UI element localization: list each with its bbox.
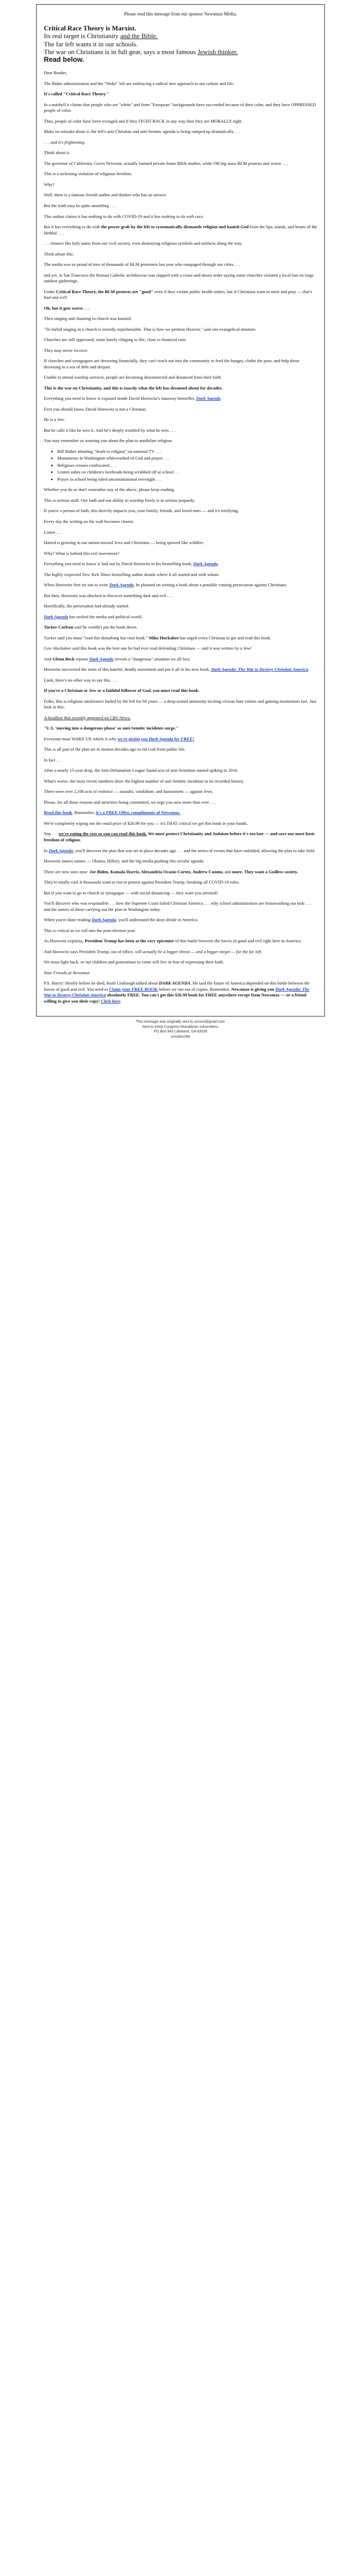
paragraph [44,635,317,641]
paragraph: Every day the writing on the wall becomes clearer. [44,519,134,524]
click-here-link[interactable]: Click here [101,998,121,1004]
paragraph: But he calls it like he sees it. And he's deeply troubled by what he sees . . . [44,427,176,433]
paragraph: This is a sickening violation of religious freedom. [44,171,133,177]
paragraph [44,656,317,663]
paragraph: The Biden administration and the "Woke" left are embracing a radical new approach to our culture and life. [44,80,235,86]
paragraph [44,214,317,220]
text: reveals a "dangerous" situation we all face. [113,656,191,662]
text-bold: the power grab by the left to systematically dismantle religion and banish God [101,224,249,230]
text-italic: New York Times [82,571,111,577]
headline-line-4 [44,48,317,56]
footer-address: PO Box 943 Lakeland, GA 83539 [154,1030,207,1034]
paragraph: If you're a Christian or Jew or a faithful follower of God, you must read this book. [44,688,200,693]
footer-recipient: This message was originally sent to xxxxxx@gmail.com [136,1020,225,1024]
text-bold: we're eating the cost so you can read this book. [58,831,147,837]
paragraph [44,667,317,673]
paragraph: But then, Horowitz was shocked to discover something dark and evil . . . [44,592,173,598]
list-item: • Prayer in school being ruled unconstitutional overnight . . . [57,477,317,483]
text: Everyone must WAKE UP, which is why [44,736,118,741]
text-italic: it has nothing to do with race. [151,213,204,219]
paragraph: Make no mistake about it, the left's anti-Christian and anti-Semitic agenda is being ramped up dramatically . . . [44,129,241,134]
headline-line-2 [44,32,317,40]
text-italic: that's bad and evil! [44,289,313,300]
paragraph: In fact . . . [44,757,62,762]
paragraph: This is the war on Christianity, and this is exactly what the left has dreamed about for decades. [44,385,223,391]
paragraph: Why? [44,181,55,187]
paragraph [44,938,317,944]
text-bold-italic: DARK AGENDA [159,980,191,986]
text: . [120,998,122,1004]
list-item: • Religious crosses confiscated . . . [57,463,317,469]
paragraph: After a nearly 15-year drop, the Anti-Defamation League found acts of anti-Semitism started spiking in 2016. [44,768,238,773]
paragraph: There were over 2,100 acts of violence — assaults, vandalism, and harassment — against Jews. [44,789,214,794]
text: has urged every Christian to get and read this book. [178,635,271,640]
headline-line-3: The far left wants it in our schools. [44,40,138,48]
paragraph [44,624,317,631]
claim-free-book-link[interactable]: Claim your FREE BOOK [109,986,158,992]
paragraph: They may never recover. [44,347,88,353]
paragraph [44,831,317,843]
paragraph: This is serious stuff. Our faith and our ability to worship freely is in serious jeopardy. [44,497,195,503]
footer-list: Sent to Keep Congress Republican subscribers. [142,1025,219,1029]
headline-line-4b: Jewish thinker. [198,48,238,56]
text: said he couldn't put the book down. [73,624,138,630]
paragraph: In a nutshell it claims that people who are "white" and from "European" backgrounds have succeeded because of their color, and they have OPPRESSED people of color. [44,101,316,113]
text: from the lips, minds, and hearts of the faithful . . . [44,224,317,235]
greeting: Dear Reader, [44,70,67,76]
text: In [44,848,49,853]
email-body [36,4,325,1016]
paragraph: Well, there is a famous Jewish author and thinker who has an answer. [44,192,167,198]
text: before we run out of copies. Remember, [158,986,232,992]
paragraph: and yet, in San Francisco the Roman Catholic archdiocese was slapped with a cease-and-desist order saying some churches violated a local ban on large outdoor gatherings. [44,272,314,284]
text: and [223,869,233,874]
headline-line-5: Read below. [44,56,85,64]
paragraph [44,848,317,854]
headline-line-1: Critical Race Theory is Marxist. [44,24,137,32]
paragraph: What's worse, the most recent numbers show the highest number of anti-Semitic incidents in its recorded history. [44,778,244,784]
paragraph [44,869,317,875]
text: P.S. Hurry! Shortly before he died, Rush Limbaugh talked about [44,980,159,986]
sponsor-notice: Please read this message from our sponsor Newsmax Media. [124,11,237,16]
free-book-link[interactable]: we're giving you Dark Agenda for FREE! [118,736,194,741]
text-bold: Glenn Beck [52,656,75,662]
paragraph: If you're a person of faith, this directly impacts you, your family, friends, and loved ones — and it's terrifying. [44,508,239,514]
text: . Remember, [72,810,96,816]
paragraph [44,289,317,301]
bullet-list [44,449,317,483]
headline-line-4a: The war on Christians is in full gear, says a most famous [44,48,198,56]
text-italic: will actually be a bigger threat — and a bigger target — for the far left. [135,948,262,954]
text: even if they violate public health orders, but if Christians want to meet and pray — [153,289,303,294]
paragraph: Unable to attend worship services, people are becoming disconnected and distanced from their faith. [44,375,222,380]
paragraph: Whether you do or don't remember any of the above, please keep reading. [44,487,175,493]
text: This author claims it has nothing to do with COVID-19 and [44,213,151,219]
cbs-headline-quote: "U.S. 'moving into a dangerous phase' as anti-Semitic incidents surge." [44,725,179,731]
postscript [44,980,317,1004]
read-this-book-link[interactable]: Read this book [44,810,72,816]
paragraph: Oh, but it gets worse . . . [44,305,90,311]
text: Everything you need to know is exposed inside David Horowitz's runaway bestseller, [44,396,196,401]
text: As Horowitz explains, [44,938,85,944]
paragraph [44,224,317,236]
text: When you're done reading [44,917,92,923]
text: And Horowitz says President Trump, out of office, [44,948,135,954]
text-bold: Mike Huckabee [149,635,179,640]
paragraph: Why? What is behind this evil movement? [44,550,120,556]
paragraph: The governor of California, Gavin Newsom, actually banned private home Bible studies, while OK'ing mass BLM protests and worse . . . [44,160,288,166]
text: . [220,396,222,401]
paragraph: Please, for all these reasons and atrocities being committed, we urge you now more than ever . . . [44,799,216,805]
text: of this battle between the forces of good and evil right here in America. [174,938,302,944]
dark-agenda-link[interactable]: Dark Agenda [91,917,116,923]
dark-agenda-link[interactable]: Dark Agenda [196,396,221,401]
paragraph: He is a Jew. [44,417,65,422]
text-italic: deep divide [156,917,177,923]
paragraph [44,949,317,955]
text: . He said the future of America depended on this battle between the forces of good and evil. You need to [44,980,310,992]
list-item: • Monuments in Washington whitewashed of God and prayer . . . [57,455,317,462]
paragraph [44,572,317,578]
text-bold: Joe Biden, Kamala Harris, Alexandria Ocasio-Cortez, Andrew Cuomo, [89,869,224,874]
text-bold: more. They want a Godless society. [232,869,298,874]
headline-line-2a: Its real target is Christianity [44,32,121,40]
text: has rocked the media and political world. [68,614,143,619]
paragraph: Hatred is growing in our nation toward Jews and Christians — being spewed like wildfire. [44,540,204,546]
text: But it has everything to do with [44,224,101,230]
dark-agenda-full-title-link[interactable]: Dark Agenda: The War to Destroy Christian America [44,986,309,998]
list-item: • Bill Maher shouting "death to religion" on national TV . . . [57,449,317,455]
paragraph: Then singing and chanting in church was banned. [44,316,132,321]
dark-agenda-link[interactable]: Dark Agenda [89,656,114,662]
text: Tucker said you must "read this disturbing but vital book." [44,635,149,640]
text: Everything you need to know is laid out by David Horowitz in his bestselling book, [44,561,193,567]
paragraph: A headline that recently appeared on CBS News: [44,715,131,720]
text: Horowitz uncovered the roots of this hateful, deadly movement and put it all in his new book, [44,667,211,672]
text-bold: . You can't get this $26.99 book for FREE anywhere except from Newsmax — or a friend willing to give you their copy! [44,992,306,1004]
text-bold: Tucker Carlson [44,624,74,630]
paragraph: This is critical as we roll into the post-election year. [44,927,136,933]
text-bold: Critical Race Theory, the BLM protests are "good" [56,289,154,294]
text: , you'll understand the [116,917,157,923]
text: Under [44,289,56,294]
paragraph [44,614,317,620]
paragraph [44,582,317,588]
paragraph: This is all part of the plan set in motion decades ago to rid God from public life. [44,747,186,752]
paragraph: Churches are still oppressed, some barely clinging to life, close to financial ruin. [44,337,187,343]
headline [44,24,317,64]
paragraph: The media was so proud of tens of thousands of BLM protesters last year who rampaged through our cities . . . [44,262,240,267]
paragraph: You'll discover who was responsible . . . how the Supreme Court failed Christian America . . . why school administrators are brainwashing our kids . . . and the names of those carrying out the plan in Washington today. [44,901,311,912]
text: reports [74,656,89,662]
paragraph: Horowitz names names — Obama, Hillary, and the big media pushing this secular agenda. [44,858,205,864]
headline-line-2b: and the Bible. [120,32,158,40]
dark-agenda-link[interactable]: Dark Agenda [109,582,134,588]
text: , you'll discover the plan that was set in place decades ago . . . and the series of events that have unfolded, allowing the plan to take hold. [73,848,316,853]
unsubscribe-link[interactable]: unsubscribe [171,1035,190,1039]
paragraph: Horrifically, the persecution had already started. [44,603,129,609]
paragraph: Gov. Huckabee said this book was the best one he had ever read defending Christians — and it was written by a Jew! [44,646,252,651]
paragraph: Look, there's no other way to say this . . . [44,677,117,683]
text: The highly respected [44,571,83,577]
dark-agenda-full-title-link[interactable]: Dark Agenda: The War to Destroy Christian America [211,667,308,672]
paragraph: "To forbid singing in a church is morally reprehensible. That is how we petition Heaven," said one evangelical minister. [44,326,256,332]
paragraph: . . . remove His holy name from our civil society, even destroying religious symbols and artifacts along the way. [44,241,243,246]
signoff: Your Friends at Newsmax [44,970,90,975]
text: . [308,667,309,672]
text-bold: Newsmax is giving you [231,986,275,992]
email-footer [36,1020,325,1039]
paragraph: But if you want to go to church or synagogue — with social distancing — they want you arrested! [44,890,218,895]
paragraph [44,917,317,923]
paragraph: First you should know, David Horowitz is not a Christian. [44,406,147,412]
paragraph [44,736,317,742]
paragraph: Listen . . . [44,529,62,535]
text-bold: President Trump has been at the very epicenter [85,938,174,944]
paragraph: . . . and it's frightening. [44,139,86,145]
paragraph: Think about this: [44,251,74,257]
paragraph [44,396,317,402]
list-item: • Lenten ashes on children's foreheads being scrubbed off at school . . . [57,469,317,476]
text: There are new ones now: [44,869,90,874]
dark-agenda-link[interactable]: Dark Agenda [44,614,69,619]
text: bestselling author details where it all started and with whom. [110,571,220,577]
paragraph: They're totally cool if thousands want to riot in protest against President Trump, breaking all COVID-19 rules. [44,879,240,885]
paragraph: But the truth may be quite unsettling . . . [44,202,116,208]
paragraph: If churches and synagogues are drowning financially, they can't reach out into the community to feed the hungry, clothe the poor, and help those drowning in a sea of debt and despair. [44,358,300,369]
text: . [217,561,219,567]
dark-agenda-link[interactable]: Dark Agenda [193,561,218,567]
crt-callout: It's called "Critical Race Theory." [44,91,109,97]
paragraph: You may remember us warning you about the plan to annihilate religion. [44,438,173,444]
paragraph [44,91,317,97]
paragraph: Thus, people of color have been wronged and if they FIGHT BACK in any way then they are MORALLY right. [44,118,243,124]
text-bold: absolutely FREE [106,992,139,998]
paragraph [44,810,317,816]
text: And [44,656,53,662]
text: Yep . . . [44,831,59,837]
paragraph: We're completely wiping out the retail price of $26.99 for you — it's THAT critical we get this book in your hands. [44,820,248,826]
paragraph: Think about it. [44,150,70,156]
free-offer-link[interactable]: it's a FREE Offer, compliments of Newsmax. [95,810,180,816]
text: When Horowitz first set out to write [44,582,109,588]
paragraph [44,561,317,567]
paragraph: Folks, this is religious intolerance fueled by the left for 60 years — a deep-seated animosity inciting vicious hate crimes and gaining momentum fast. Just look at this: [44,698,317,710]
text: in America. [176,917,199,923]
text: , he planned on writing a book about a possible coming persecution against Christians. [133,582,287,588]
paragraph: We must fight back, or our children and generations to come will live in fear of expressing their faith. [44,959,224,965]
dark-agenda-link[interactable]: Dark Agenda [48,848,73,853]
text-bold: We must protect Christianity and Judaism before it's too late — and save our most basic freedom of religion. [44,831,315,842]
